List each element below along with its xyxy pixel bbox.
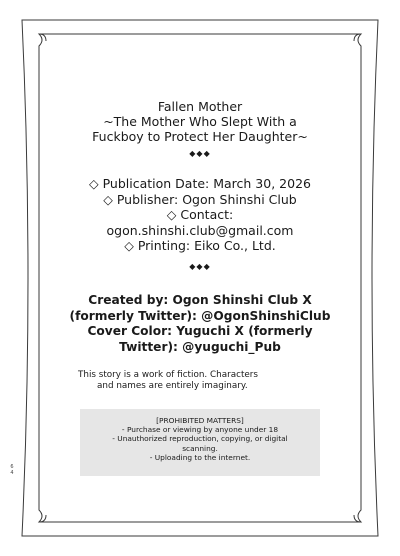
diamond-divider: ◆◆◆ [189,149,211,158]
page-number: 6 4 [10,464,14,476]
subtitle-line: Fuckboy to Protect Her Daughter~ [92,129,308,144]
credits-block [0,293,400,355]
contact-label: ◇ Contact: [166,207,234,222]
disclaimer-line: and names are entirely imaginary. [97,381,248,391]
fiction-disclaimer [78,370,268,392]
subtitle-line: ~The Mother Who Slept With a [103,114,297,129]
title-line: Fallen Mother [157,99,243,114]
credit-line: Cover Color: Yuguchi X (formerly [87,324,313,338]
diamond-divider: ◆◆◆ [189,262,211,271]
prohibited-item: scanning. [182,443,218,453]
credit-line: (formerly Twitter): @OgonShinshiClub [69,308,331,323]
credit-line: Created by: Ogon Shinshi Club X [88,293,312,307]
contact-email: ogon.shinshi.club@gmail.com [106,222,294,238]
credit-line: Twitter): @yuguchi_Pub [119,339,281,354]
prohibited-item: - Purchase or viewing by anyone under 18 [121,425,279,435]
printing: ◇ Printing: Eiko Co., Ltd. [124,238,276,253]
prohibited-item: - Unauthorized reproduction, copying, or digital [112,434,288,444]
prohibited-heading: [PROHIBITED MATTERS] [156,416,244,425]
publisher: ◇ Publisher: Ogon Shinshi Club [103,191,297,207]
publication-date: ◇ Publication Date: March 30, 2026 [89,176,311,191]
disclaimer-line: This story is a work of fiction. Characters [78,370,259,380]
title-block [0,99,400,144]
prohibited-item: - Uploading to the internet. [149,452,251,462]
publication-info [0,176,400,254]
prohibited-matters-box [80,409,320,476]
